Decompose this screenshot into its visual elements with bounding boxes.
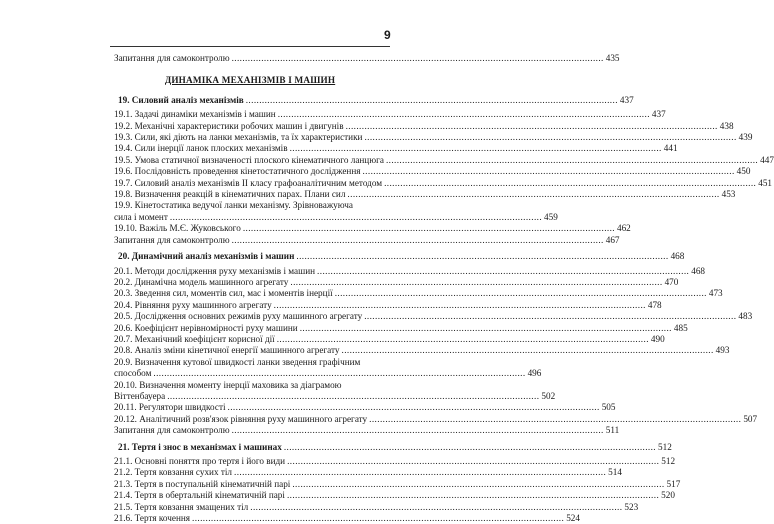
toc-entry-label: 21.3. Тертя в поступальній кінематичній парі <box>114 478 291 489</box>
toc-entry-label: 20.9. Визначення кутової швидкості ланки зведення графічним <box>114 356 361 367</box>
page-number: 9 <box>384 28 391 42</box>
leader-dots <box>234 467 606 478</box>
toc-entry-label: 20.3. Зведення сил, моментів сил, мас і моментів інерції <box>114 288 333 299</box>
leader-dots <box>287 456 659 467</box>
toc-entry-label: 19.10. Важіль М.Є. Жуковського <box>114 223 241 234</box>
toc-entry-page: 523 <box>624 501 639 512</box>
toc-entry <box>114 276 679 288</box>
leader-dots <box>386 155 758 166</box>
chapter-heading-label: 20. Динамічний аналіз механізмів і машин <box>118 251 295 262</box>
leader-dots <box>274 300 646 311</box>
chapter-heading-label: 19. Силовий аналіз механізмів <box>118 94 244 105</box>
toc-entry <box>114 143 678 154</box>
chapter-heading <box>114 441 672 453</box>
table-of-contents <box>114 53 774 524</box>
toc-entry-page: 437 <box>651 109 666 120</box>
toc-entry <box>114 299 662 311</box>
toc-entry <box>114 456 676 467</box>
toc-entry-page: 524 <box>566 513 580 524</box>
leader-dots <box>384 178 756 189</box>
toc-entry-label: 20.5. Дослідження основних режимів руху машинного агрегату <box>114 311 363 322</box>
toc-entry-page: 447 <box>760 154 774 165</box>
toc-entry-label: 21.6. Тертя кочення <box>114 513 191 524</box>
toc-entry-page: 512 <box>661 456 676 466</box>
toc-entry-label-continuation: способом <box>114 368 152 379</box>
toc-entry <box>114 200 386 211</box>
leader-dots <box>317 266 689 277</box>
toc-entry <box>114 501 639 513</box>
toc-entry-label: 19.4. Сили інерції ланок плоских механізмів <box>114 143 288 154</box>
toc-entry <box>114 166 751 177</box>
toc-entry-page: 490 <box>650 333 665 344</box>
chapter-heading <box>114 94 634 106</box>
leader-dots <box>364 311 736 322</box>
toc-entry <box>114 478 681 490</box>
toc-entry-page: 438 <box>719 120 734 131</box>
toc-entry-page: 493 <box>715 345 730 356</box>
leader-dots <box>277 334 649 345</box>
leader-dots <box>192 513 564 524</box>
toc-entry <box>114 189 736 200</box>
toc-entry-label: 19.8. Визначення реакцій в кінематичних парах. Плани сил <box>114 189 346 200</box>
chapter-heading-page: 437 <box>619 94 634 105</box>
toc-entry-page: 450 <box>736 166 751 177</box>
toc-entry-page: 520 <box>661 490 675 501</box>
toc-entry-label: 20.7. Механічний коефіцієнт корисної дії <box>114 333 275 344</box>
leader-dots <box>362 166 734 177</box>
toc-entry <box>114 223 631 234</box>
leader-dots <box>232 425 604 436</box>
toc-entry <box>114 322 688 334</box>
toc-entry-page: 478 <box>647 299 662 310</box>
toc-entry-page: 459 <box>544 211 558 222</box>
toc-entry <box>114 413 758 425</box>
toc-entry-page: 511 <box>605 425 620 436</box>
leader-dots <box>250 502 622 513</box>
toc-entry-label: 20.8. Аналіз зміни кінетичної енергії машинного агрегату <box>114 345 340 356</box>
toc-entry <box>114 109 666 120</box>
toc-entry-label: 20.1. Методи дослідження руху механізмів і машин <box>114 265 316 276</box>
toc-entry-label: 21.1. Основні поняття про тертя і його види <box>114 456 286 466</box>
section-title: ДИНАМІКА МЕХАНІЗМІВ І МАШИН <box>164 75 336 86</box>
chapter-heading-page: 468 <box>670 251 685 262</box>
toc-entry-page: 473 <box>708 288 723 299</box>
leader-dots <box>300 323 672 334</box>
chapter-heading-label: 21. Тертя і знос в механізмах і машинах <box>118 441 282 452</box>
toc-entry <box>114 402 616 413</box>
toc-entry-label: 20.2. Динамічна модель машинного агрегату <box>114 276 289 287</box>
toc-entry-continuation <box>114 211 558 223</box>
toc-entry-page: 485 <box>673 322 688 333</box>
toc-entry <box>114 120 734 132</box>
toc-entry-page: 502 <box>541 390 556 401</box>
toc-entry-label: 21.5. Тертя ковзання змащених тіл <box>114 501 249 512</box>
toc-entry-continuation <box>114 368 542 379</box>
toc-entry-label: 21.2. Тертя ковзання сухих тіл <box>114 467 232 478</box>
toc-entry-page: 467 <box>605 234 620 245</box>
toc-entry <box>114 177 773 189</box>
leader-dots <box>296 251 668 262</box>
toc-entry <box>114 380 386 391</box>
toc-entry <box>114 490 675 501</box>
leader-dots <box>292 479 664 490</box>
leader-dots <box>246 95 618 106</box>
leader-dots <box>153 368 525 379</box>
leader-dots <box>290 143 662 154</box>
toc-entry <box>114 513 580 524</box>
toc-entry-page: 514 <box>608 467 622 478</box>
leader-dots <box>228 402 600 413</box>
toc-entry-label: 20.11. Регулятори швидкості <box>114 402 226 413</box>
toc-entry-page: 462 <box>616 223 631 234</box>
toc-entry <box>114 357 386 368</box>
toc-entry-label: 20.12. Аналітичний розв'язок рівняння руху машинного агрегату <box>114 413 368 424</box>
toc-entry-page: 435 <box>605 53 620 63</box>
toc-entry-label: 19.2. Механічні характеристики робочих машин і двигунів <box>114 120 344 131</box>
leader-dots <box>287 490 659 501</box>
toc-entry-label: Запитання для самоконтролю <box>114 53 230 63</box>
chapter-heading <box>114 251 685 262</box>
leader-dots <box>232 53 604 64</box>
leader-dots <box>284 442 656 453</box>
leader-dots <box>346 121 718 132</box>
toc-entry <box>114 425 620 436</box>
toc-entry <box>114 311 753 322</box>
leader-dots <box>278 109 650 120</box>
header-rule <box>110 46 390 47</box>
toc-entry-page: 483 <box>738 311 753 322</box>
toc-entry <box>114 53 620 64</box>
toc-entry <box>114 154 774 166</box>
leader-dots <box>170 212 542 223</box>
toc-entry <box>114 132 753 143</box>
chapters-list <box>114 94 774 524</box>
toc-entry-page: 496 <box>527 368 542 379</box>
leader-dots <box>347 189 719 200</box>
toc-entry-label: 19.9. Кінетостатика ведучої ланки механізму. Зрівноважуюча <box>114 200 353 211</box>
leader-dots <box>335 288 707 299</box>
toc-entry-label-continuation: сила і момент <box>114 211 168 222</box>
leader-dots <box>232 235 604 246</box>
chapter-heading-page: 512 <box>658 441 672 452</box>
toc-entry <box>114 288 723 299</box>
toc-entry-label: 19.1. Задачі динаміки механізмів і машин <box>114 109 276 120</box>
toc-entry-page: 451 <box>758 177 773 188</box>
leader-dots <box>369 414 741 425</box>
leader-dots <box>243 223 615 234</box>
toc-entry-page: 453 <box>721 189 736 200</box>
leader-dots <box>342 345 714 356</box>
toc-entry-label: 20.10. Визначення моменту інерції маховика за діаграмою <box>114 379 342 390</box>
toc-entry-page: 517 <box>666 478 681 489</box>
toc-entry-label: 21.4. Тертя в обертальній кінематичній парі <box>114 490 285 501</box>
toc-entry-label: 19.6. Послідовність проведення кінетостатичного дослідження <box>114 166 361 177</box>
toc-entry <box>114 265 705 277</box>
toc-entry-label: 20.4. Рівняння руху машинного агрегату <box>114 299 272 310</box>
toc-entry-label-continuation: Віттенбауера <box>114 390 166 401</box>
toc-entry-page: 468 <box>691 265 705 276</box>
leader-dots <box>290 277 662 288</box>
toc-entry <box>114 333 665 345</box>
toc-entry-continuation <box>114 390 556 402</box>
toc-entry <box>114 345 730 356</box>
toc-entry-label: Запитання для самоконтролю <box>114 425 230 436</box>
leader-dots <box>364 132 736 143</box>
toc-entry-label: 19.7. Силовий аналіз механізмів ІІ класу графоаналітичним методом <box>114 177 383 188</box>
toc-entry-page: 507 <box>743 413 758 424</box>
toc-entry-page: 439 <box>738 132 753 143</box>
toc-entry-page: 505 <box>601 402 616 413</box>
toc-entry-label: 20.6. Коефіцієнт нерівномірності руху машини <box>114 322 298 333</box>
toc-entry-label: Запитання для самоконтролю <box>114 234 230 245</box>
toc-entry <box>114 467 622 478</box>
toc-entry-page: 470 <box>664 276 679 287</box>
toc-entry <box>114 234 620 246</box>
toc-entry-label: 19.3. Сили, які діють на ланки механізмів, та їх характеристики <box>114 132 363 143</box>
toc-entry-label: 19.5. Умова статичної визначеності плоского кінематичного ланцюга <box>114 154 384 165</box>
toc-entry-page: 441 <box>663 143 678 154</box>
leader-dots <box>167 391 539 402</box>
